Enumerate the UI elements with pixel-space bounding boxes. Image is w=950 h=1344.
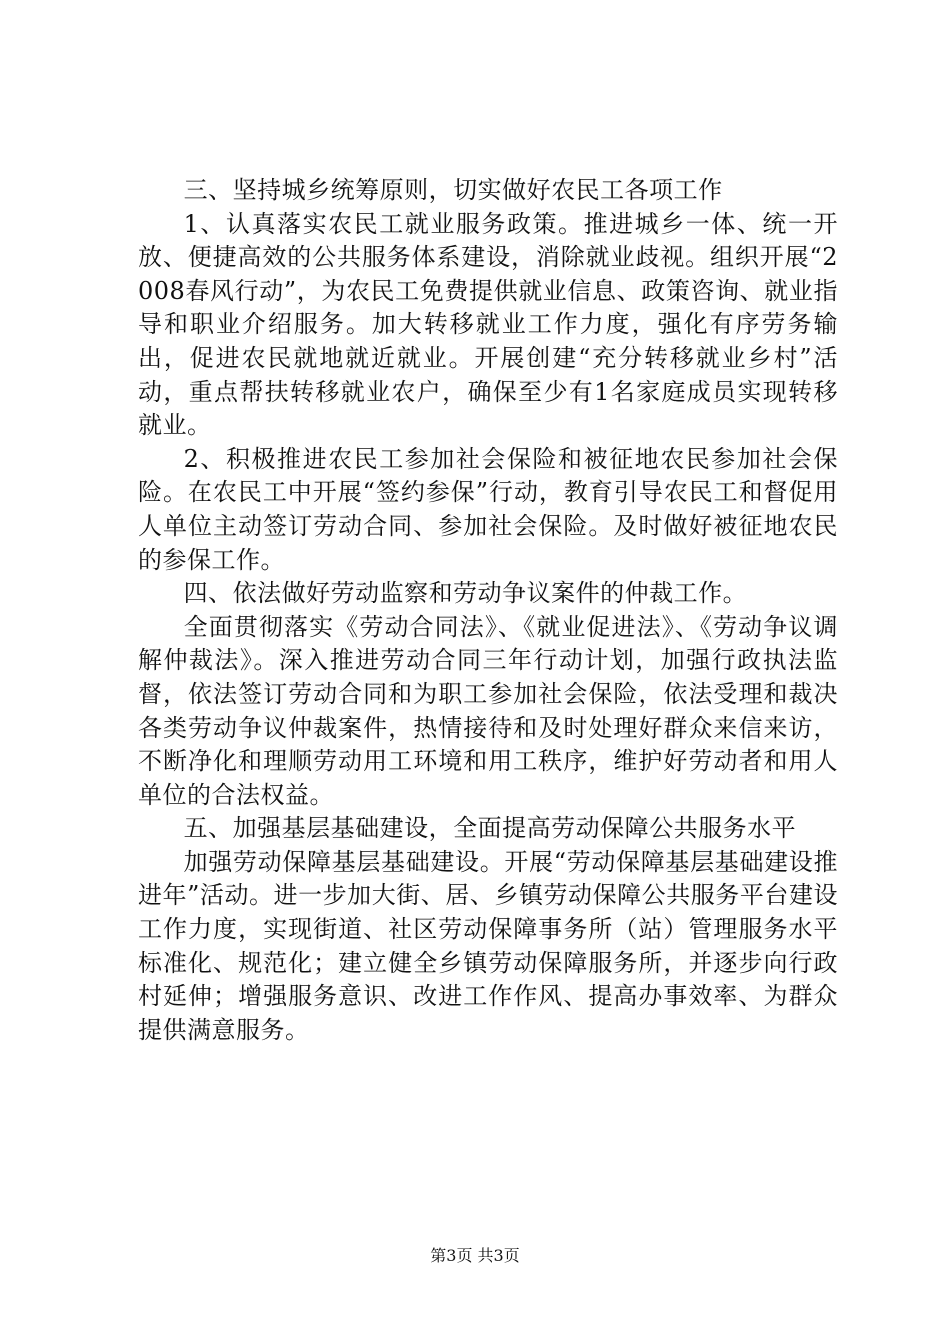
paragraph-employment-services: 1、认真落实农民工就业服务政策。推进城乡一体、统一开放、便捷高效的公共服务体系建设，消除就业歧视。组织开展“2008春风行动”，为农民工免费提供就业信息、政策咨询、就业指导和职业介绍服务。加大转移就业工作力度，强化有序劳务输出，促进农民就地就近就业。开展创建“充分转移就业乡村”活动，重点帮扶转移就业农户，确保至少有1名家庭成员实现转移就业。 <box>138 209 838 440</box>
section-heading-five: 五、加强基层基础建设，全面提高劳动保障公共服务水平 <box>183 814 797 843</box>
paragraph-labor-law: 全面贯彻落实《劳动合同法》、《就业促进法》、《劳动争议调解仲裁法》。深入推进劳动合同三年行动计划，加强行政执法监督，依法签订劳动合同和为职工参加社会保险，依法受理和裁决各类劳动争议仲裁案件，热情接待和及时处理好群众来信来访，不断净化和理顺劳动用工环境和用工秩序，维护好劳动者和用人单位的合法权益。 <box>138 612 838 809</box>
page-number-label: 第3页 共3页 <box>430 1246 520 1265</box>
section-heading-three: 三、坚持城乡统筹原则，切实做好农民工各项工作 <box>183 176 723 204</box>
document-body <box>138 174 838 1047</box>
paragraph-grassroots-construction: 加强劳动保障基层基础建设。开展“劳动保障基层基础建设推进年”活动。进一步加大街、居、乡镇劳动保障公共服务平台建设工作力度，实现街道、社区劳动保障事务所（站）管理服务水平标准化、规范化；建立健全乡镇劳动保障服务所，并逐步向行政村延伸；增强服务意识、改进工作作风、提高办事效率、为群众提供满意服务。 <box>138 847 838 1044</box>
paragraph-social-insurance: 2、积极推进农民工参加社会保险和被征地农民参加社会保险。在农民工中开展“签约参保”行动，教育引导农民工和督促用人单位主动签订劳动合同、参加社会保险。及时做好被征地农民的参保工作。 <box>138 444 838 574</box>
page-footer <box>0 1246 950 1266</box>
section-heading-four: 四、依法做好劳动监察和劳动争议案件的仲裁工作。 <box>183 579 748 608</box>
